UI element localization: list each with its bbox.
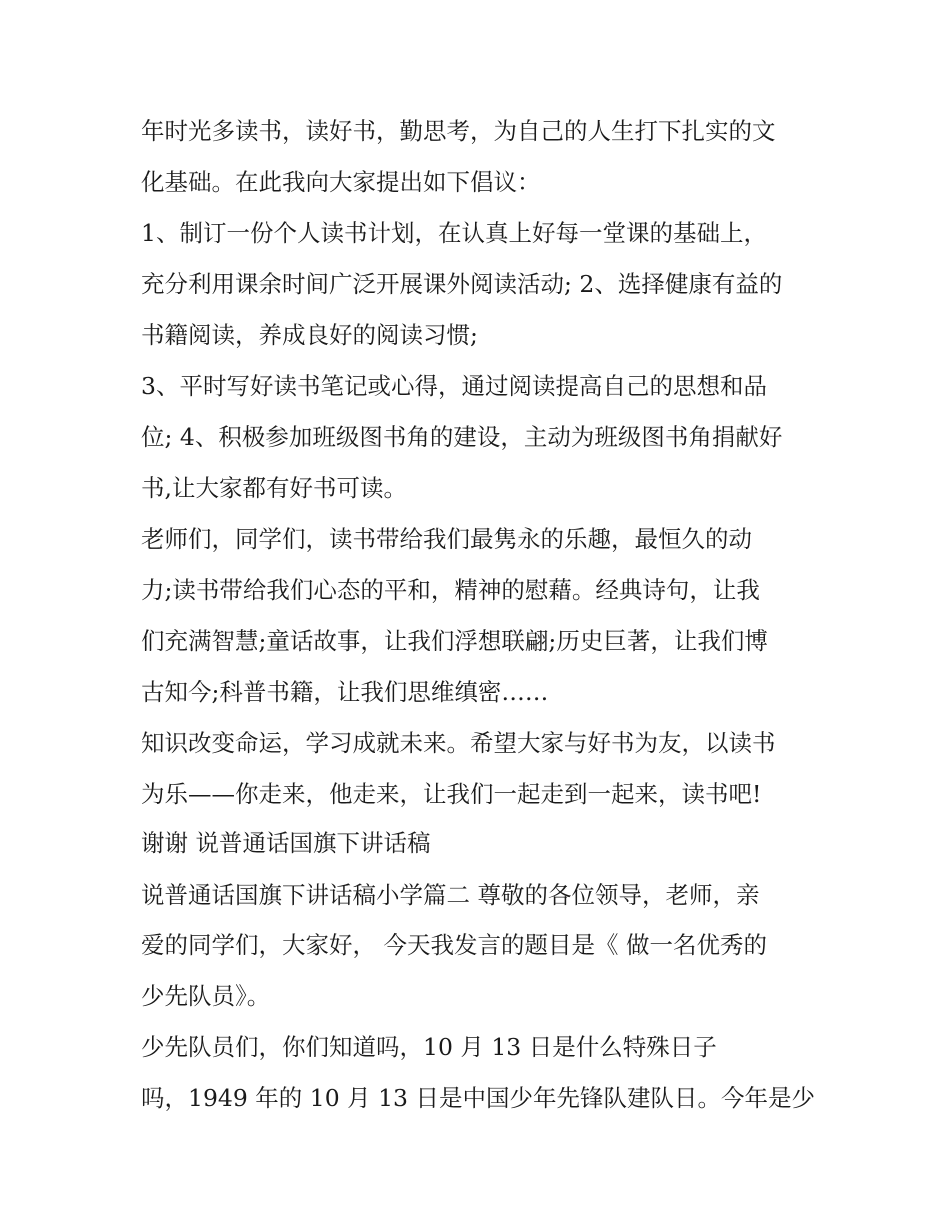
text-line-12: 古知今;科普书籍，让我们思维缜密…… — [141, 678, 549, 706]
text-line-6: 3、平时写好读书笔记或心得，通过阅读提高自己的思想和品 — [141, 372, 767, 400]
text-line-18: 少先队员》。 — [141, 982, 271, 1010]
text-line-13: 知识改变命运，学习成就未来。希望大家与好书为友，以读书 — [141, 729, 776, 757]
text-line-10: 力;读书带给我们心态的平和，精神的慰藉。经典诗句，让我 — [141, 576, 760, 604]
text-line-11: 们充满智慧;童话故事，让我们浮想联翩;历史巨著，让我们博 — [141, 627, 768, 655]
text-line-19: 少先队员们，你们知道吗，10 月 13 日是什么特殊日子 — [141, 1033, 717, 1061]
text-line-16: 说普通话国旗下讲话稿小学篇二 尊敬的各位领导，老师，亲 — [141, 881, 760, 909]
text-line-5: 书籍阅读，养成良好的阅读习惯; — [141, 321, 478, 349]
text-line-2: 化基础。在此我向大家提出如下倡议： — [141, 168, 541, 196]
text-line-15: 谢谢 说普通话国旗下讲话稿 — [141, 829, 431, 857]
text-line-14: 为乐——你走来，他走来，让我们一起走到一起来，读书吧! — [141, 780, 762, 808]
text-line-9: 老师们，同学们，读书带给我们最隽永的乐趣，最恒久的动 — [141, 525, 752, 553]
text-line-17: 爱的同学们，大家好， 今天我发言的题目是《 做一名优秀的 — [141, 931, 767, 959]
text-line-7: 位; 4、积极参加班级图书角的建设，主动为班级图书角捐献好 — [141, 423, 783, 451]
text-line-20: 吗，1949 年的 10 月 13 日是中国少年先锋队建队日。今年是少 — [141, 1084, 815, 1112]
text-line-1: 年时光多读书，读好书，勤思考，为自己的人生打下扎实的文 — [141, 117, 776, 145]
text-line-8: 书,让大家都有好书可读。 — [141, 474, 407, 502]
text-line-4: 充分利用课余时间广泛开展课外阅读活动; 2、选择健康有益的 — [141, 270, 783, 298]
text-line-3: 1、制订一份个人读书计划，在认真上好每一堂课的基础上， — [141, 219, 767, 247]
